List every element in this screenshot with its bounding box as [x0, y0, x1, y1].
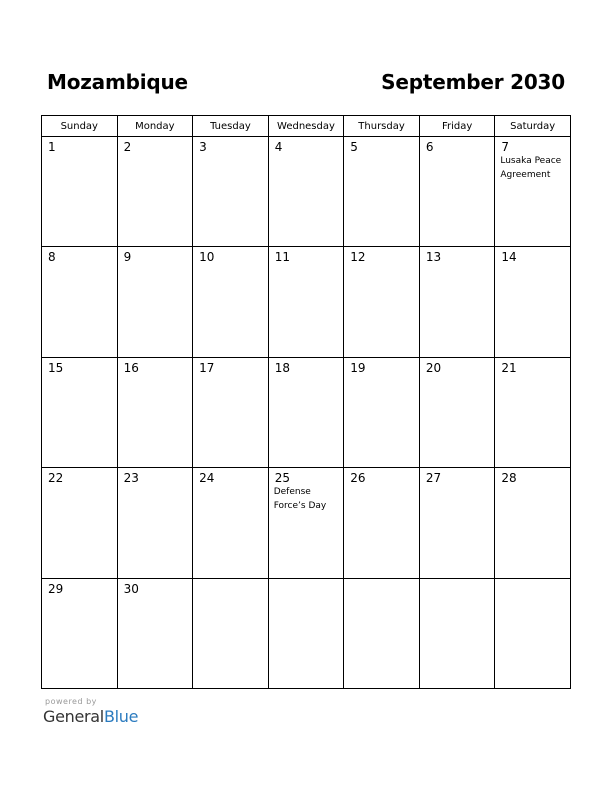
- day-cell: [344, 357, 420, 467]
- country-title: Mozambique: [47, 70, 188, 94]
- day-cell: [42, 357, 118, 467]
- day-number: 13: [425, 250, 442, 265]
- day-cell: [268, 137, 344, 247]
- day-cell: [344, 247, 420, 357]
- day-number: 18: [274, 360, 290, 375]
- day-cell: [495, 357, 571, 467]
- day-cell: [193, 468, 269, 578]
- week-row: [42, 468, 571, 578]
- day-cell: [268, 468, 344, 578]
- day-number: 29: [48, 581, 64, 596]
- day-number: 4: [274, 140, 283, 154]
- day-number: 21: [501, 360, 517, 375]
- day-cell: [419, 137, 495, 247]
- day-cell: [419, 247, 495, 357]
- day-cell: [42, 137, 118, 247]
- day-number: 16: [123, 360, 139, 375]
- week-row: [42, 578, 571, 688]
- day-cell: [495, 247, 571, 357]
- day-number: 26: [350, 471, 366, 486]
- day-number: 1: [48, 140, 56, 154]
- day-cell-empty: [495, 578, 571, 688]
- day-cell: [419, 468, 495, 578]
- day-number: 2: [123, 140, 132, 154]
- day-cell: [268, 247, 344, 357]
- day-cell: [344, 468, 420, 578]
- day-number: 27: [425, 471, 442, 486]
- day-cell: [117, 578, 193, 688]
- day-number: 17: [199, 360, 215, 375]
- day-cell: [268, 357, 344, 467]
- day-number: 22: [48, 471, 64, 486]
- day-cell: [117, 468, 193, 578]
- day-number: 11: [274, 250, 290, 265]
- week-row: [42, 247, 571, 357]
- month-year-title: September 2030: [381, 70, 565, 94]
- day-number: 23: [123, 471, 139, 486]
- weekday-sunday: Sunday: [42, 116, 118, 137]
- day-cell-empty: [193, 578, 269, 688]
- day-number: 3: [199, 140, 207, 154]
- weekday-friday: Friday: [419, 116, 495, 137]
- weekday-wednesday: Wednesday: [268, 116, 344, 137]
- powered-by-text: powered by: [45, 697, 97, 706]
- day-number: 7: [501, 140, 510, 154]
- day-cell: [495, 468, 571, 578]
- brand-blue: Blue: [103, 707, 139, 726]
- weekday-thursday: Thursday: [344, 116, 420, 137]
- weekday-header-row: [42, 116, 571, 137]
- day-cell: [193, 357, 269, 467]
- weekday-monday: Monday: [117, 116, 193, 137]
- day-number: 10: [199, 250, 215, 265]
- weekday-tuesday: Tuesday: [193, 116, 269, 137]
- holiday-event: Lusaka Peace Agreement: [500, 156, 562, 180]
- generalblue-footer: [43, 697, 138, 726]
- calendar-grid: [41, 115, 571, 689]
- day-cell: [193, 137, 269, 247]
- day-number: 20: [425, 360, 442, 375]
- day-cell: [42, 468, 118, 578]
- weekday-saturday: Saturday: [495, 116, 571, 137]
- day-number: 15: [48, 360, 64, 375]
- day-cell: [419, 357, 495, 467]
- brand-general: General: [43, 707, 104, 726]
- day-number: 14: [501, 250, 517, 265]
- day-number: 30: [123, 581, 139, 596]
- day-cell: [495, 137, 571, 247]
- day-cell: [193, 247, 269, 357]
- day-cell: [117, 137, 193, 247]
- day-number: 25: [274, 471, 290, 486]
- day-number: 28: [501, 471, 517, 486]
- day-number: 19: [350, 360, 366, 375]
- day-cell-empty: [268, 578, 344, 688]
- day-number: 8: [48, 250, 56, 265]
- week-row: [42, 357, 571, 467]
- generalblue-logo: [43, 707, 138, 726]
- day-cell: [117, 357, 193, 467]
- day-cell-empty: [419, 578, 495, 688]
- day-cell: [117, 247, 193, 357]
- day-cell: [344, 137, 420, 247]
- holiday-event: Defense Force’s Day: [273, 487, 327, 512]
- day-number: 24: [199, 471, 215, 486]
- day-cell: [42, 578, 118, 688]
- day-cell: [42, 247, 118, 357]
- day-cell-empty: [344, 578, 420, 688]
- week-row: [42, 137, 571, 247]
- day-number: 12: [350, 250, 366, 265]
- day-number: 6: [425, 140, 434, 154]
- day-number: 5: [350, 140, 358, 154]
- day-number: 9: [123, 250, 132, 265]
